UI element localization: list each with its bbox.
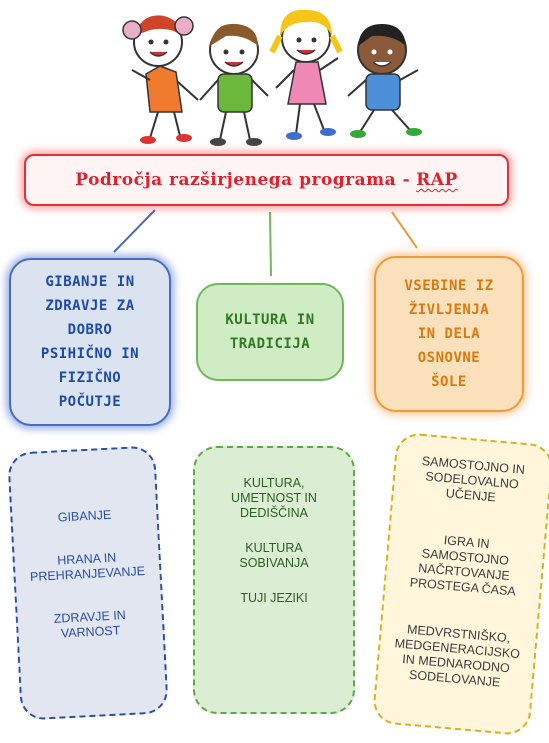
list-box-culture xyxy=(193,446,355,714)
list-item: TUJI JEZIKI xyxy=(240,591,308,605)
list-item: KULTURA SOBIVANJA xyxy=(239,541,309,570)
category-label: VSEBINE IZ ŽIVLJENJA IN DELA OSNOVNE ŠOLE xyxy=(404,278,494,390)
connector-right xyxy=(392,212,417,248)
kid-boy-blue xyxy=(348,24,422,138)
category-box-health xyxy=(9,258,171,426)
list-item: ZDRAVJE IN VARNOST xyxy=(53,608,127,641)
category-box-school-life xyxy=(374,256,524,412)
list-item: SAMOSTOJNO IN SODELOVALNO UČENJE xyxy=(421,453,526,505)
title-abbreviation: RAP xyxy=(416,170,458,190)
category-box-culture xyxy=(196,283,344,381)
four-kids-cartoon-icon xyxy=(120,0,430,150)
list-item: GIBANJE xyxy=(57,507,112,525)
list-box-school-life xyxy=(372,432,549,737)
list-item: HRANA IN PREHRANJEVANJE xyxy=(29,550,146,585)
title-text: Področja razširjenega programa - xyxy=(75,170,411,190)
connector-center xyxy=(270,212,271,276)
diagram-title xyxy=(24,154,509,206)
list-item: IGRA IN SAMOSTOJNO NAČRTOVANJE PROSTEGA ČASA xyxy=(409,533,517,599)
list-item: MEDVRSTNIŠKO, MEDGENERACIJSKO IN MEDNARODNO SODELOVANJE xyxy=(394,622,521,690)
list-box-health xyxy=(7,445,169,720)
category-label: GIBANJE IN ZDRAVJE ZA DOBRO PSIHIČNO IN FIZIČNO POČUTJE xyxy=(40,274,140,410)
list-item: KULTURA, UMETNOST IN DEDIŠČINA xyxy=(231,476,317,520)
connector-left xyxy=(114,210,155,252)
kid-boy-green xyxy=(200,24,268,146)
kid-girl-orange xyxy=(123,15,198,144)
category-label: KULTURA IN TRADICIJA xyxy=(225,312,315,352)
kid-girl-pink xyxy=(272,10,340,140)
